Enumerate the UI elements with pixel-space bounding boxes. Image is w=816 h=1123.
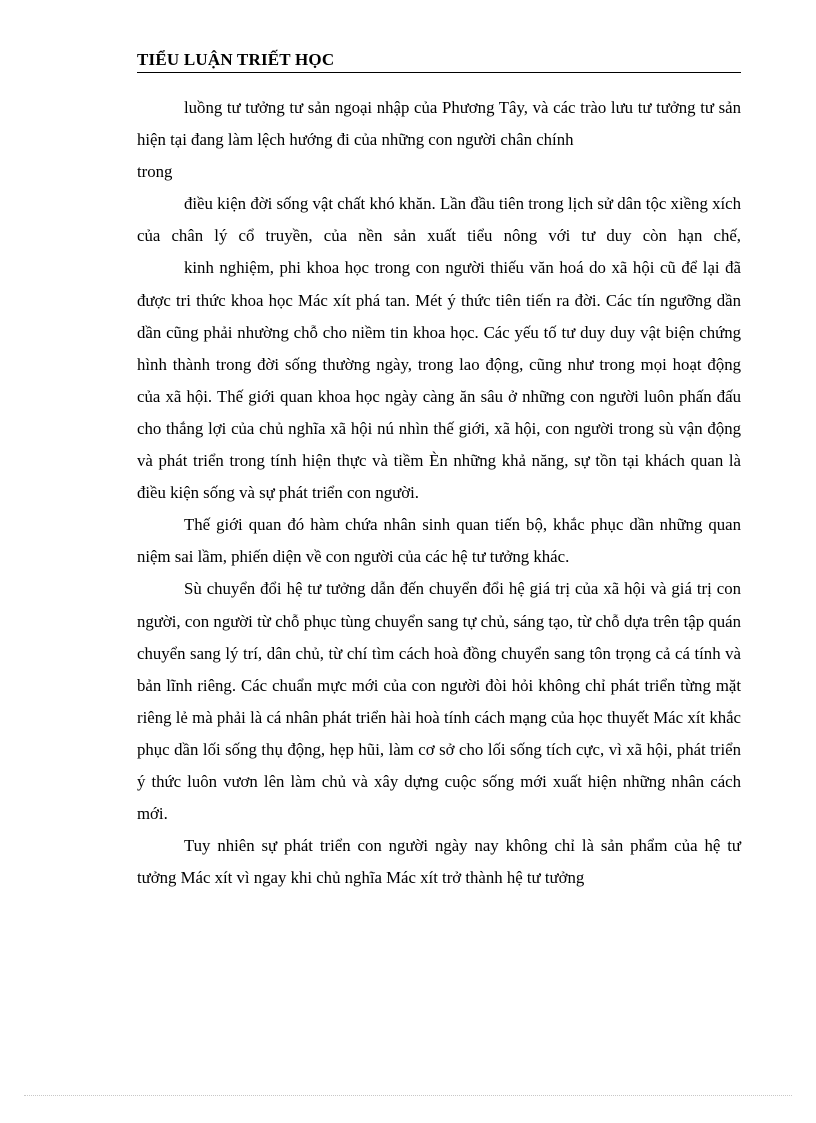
paragraph: Tuy nhiên sự phát triển con người ngày nay không chỉ là sản phẩm của hệ tư tưởng Mác xít vì ngay khi chủ nghĩa Mác xít trở thành hệ tư tưởng: [137, 836, 741, 888]
paragraph: kinh nghiệm, phi khoa học trong con người thiếu văn hoá do xã hội cũ để lại đã được tri thức khoa học Mác xít phá tan. Mét ý thức tiên tiến ra đời. Các tín ngưỡng dần dần cũng phải nhường chỗ cho niềm tin khoa học. Các yếu tố tư duy duy vật biện chứng hình thành trong đời sống thường ngày, trong lao động, cũng như trong mọi hoạt động của xã hội. Thế giới quan khoa học ngày càng ăn sâu ở những con người luôn phấn đấu cho thắng lợi của chủ nghĩa xã hội nú nhìn thế giới, xã hội, con người trong sù vận động và phát triển trong tính hiện thực và tiềm Èn những khả năng, sự tồn tại khách quan là điều kiện sống và sự phát triển con người.: [137, 258, 741, 503]
paragraph: Thế giới quan đó hàm chứa nhân sinh quan tiến bộ, khắc phục dần những quan niệm sai lầm, phiến diện về con người của các hệ tư tưởng khác.: [137, 515, 741, 567]
paragraph: trong: [137, 162, 173, 182]
paragraph: điều kiện đời sống vật chất khó khăn. Lần đầu tiên trong lịch sử dân tộc xiềng xích của chân lý cổ truyền, của nền sản xuất tiểu nông với tư duy còn hạn chế,: [137, 194, 741, 246]
paragraph: luồng tư tưởng tư sản ngoại nhập của Phương Tây, và các trào lưu tư tưởng tư sản hiện tại đang làm lệch hướng đi của những con người chân chính: [137, 98, 741, 150]
body-text: [137, 92, 741, 894]
paragraph: Sù chuyển đổi hệ tư tưởng dẫn đến chuyển đổi hệ giá trị của xã hội và giá trị con người, con người từ chỗ phục tùng chuyển sang tự chủ, sáng tạo, từ chỗ dựa trên tập quán chuyển sang lý trí, dân chủ, từ chí tìm cách hoà đồng chuyển sang tôn trọng cả cá tính và bản lĩnh riêng. Các chuẩn mực mới của con người đòi hỏi không chỉ phát triển từng mặt riêng lẻ mà phải là cá nhân phát triển hài hoà tính cách mạng của học thuyết Mác xít khắc phục dần lối sống thụ động, hẹp hũi, làm cơ sở cho lối sống tích cực, vì xã hội, phát triển ý thức luôn vươn lên làm chủ và xây dựng cuộc sống mới xuất hiện những nhân cách mới.: [137, 579, 741, 824]
page-bottom-divider: [24, 1095, 792, 1096]
page-header-title: TIỂU LUẬN TRIẾT HỌC: [137, 50, 741, 73]
